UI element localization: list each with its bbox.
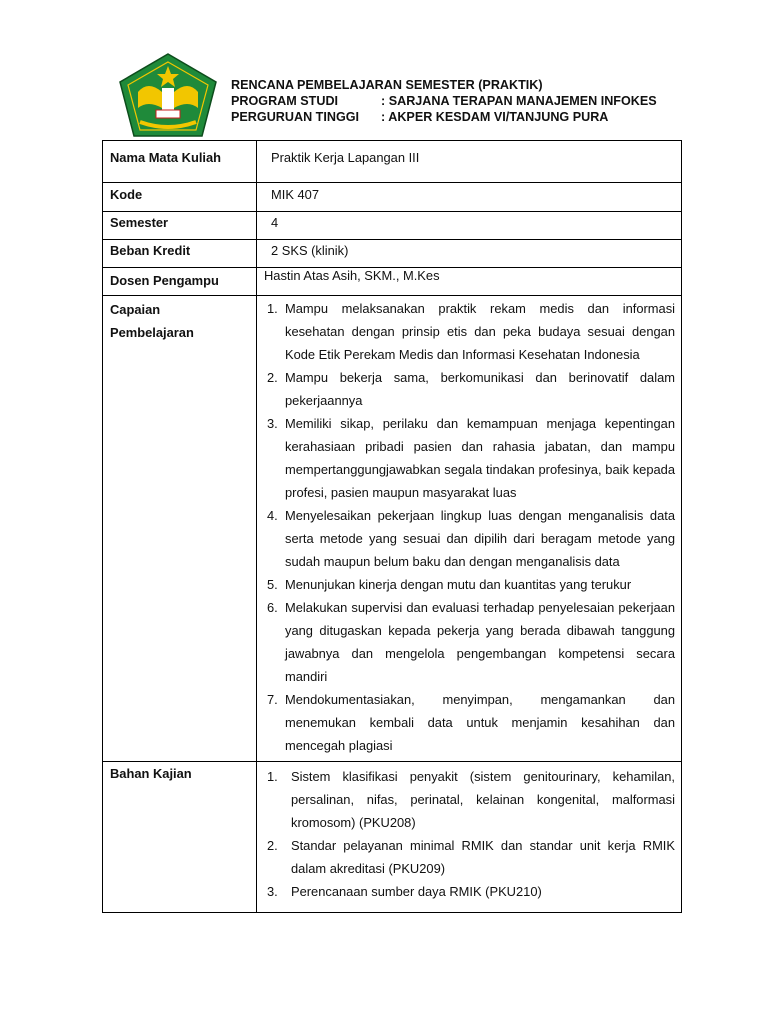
list-item-text: Melakukan supervisi dan evaluasi terhadap penyelesaian pekerjaan yang ditugaskan kepada pekerja yang berada dibawah tanggung jawabnya dan mengelola pengembangan kompetensi secara mandiri xyxy=(285,600,675,684)
learning-outcome-item xyxy=(267,573,675,596)
semester-label: Semester xyxy=(103,212,257,240)
lecturer-label: Dosen Pengampu xyxy=(103,268,257,296)
course-code-value: MIK 407 xyxy=(257,183,682,212)
header-title: RENCANA PEMBELAJARAN SEMESTER (PRAKTIK) xyxy=(231,78,543,92)
list-item-number: 1. xyxy=(267,769,278,784)
list-item-number: 2. xyxy=(267,838,278,853)
course-code-label: Kode xyxy=(103,183,257,212)
list-item-text: Mendokumentasiakan, menyimpan, mengamankan dan menemukan kembali data untuk menjamin kesahihan dan mencegah plagiasi xyxy=(285,692,675,753)
list-item-number: 1. xyxy=(267,301,278,316)
course-info-table xyxy=(102,140,682,913)
document-header xyxy=(231,77,657,125)
study-materials-label: Bahan Kajian xyxy=(103,762,257,913)
institution-emblem-logo xyxy=(118,52,218,138)
credit-label: Beban Kredit xyxy=(103,240,257,268)
table-row xyxy=(103,240,682,268)
credit-value: 2 SKS (klinik) xyxy=(257,240,682,268)
list-item-text: Menyelesaikan pekerjaan lingkup luas dengan menganalisis data serta metode yang sesuai dan dipilih dari beragam metode yang sudah maupun belum baku dan dengan menganalisis data xyxy=(285,508,675,569)
study-materials-list xyxy=(257,762,682,913)
study-material-item xyxy=(267,834,675,880)
list-item-number: 7. xyxy=(267,692,278,707)
list-item-text: Mampu bekerja sama, berkomunikasi dan berinovatif dalam pekerjaannya xyxy=(285,370,675,408)
list-item-number: 2. xyxy=(267,370,278,385)
list-item-number: 3. xyxy=(267,884,278,899)
list-item-text: Sistem klasifikasi penyakit (sistem genitourinary, kehamilan, persalinan, nifas, perinatal, kelainan kongenital, malformasi kromosom) (PKU208) xyxy=(291,769,675,830)
table-row xyxy=(103,212,682,240)
learning-outcomes-list xyxy=(257,296,682,762)
learning-outcome-item xyxy=(267,688,675,757)
learning-outcome-item xyxy=(267,297,675,366)
list-item-number: 5. xyxy=(267,577,278,592)
course-name-value: Praktik Kerja Lapangan III xyxy=(257,141,682,183)
table-row xyxy=(103,141,682,183)
table-row xyxy=(103,762,682,913)
list-item-number: 3. xyxy=(267,416,278,431)
header-perguruan-tinggi: PERGURUAN TINGGI : AKPER KESDAM VI/TANJUNG PURA xyxy=(231,110,609,124)
list-item-text: Memiliki sikap, perilaku dan kemampuan menjaga kepentingan kerahasiaan pribadi pasien dan rahasia jabatan, dan mampu mempertanggungjawabkan segala tindakan profesinya, baik kepada profesi, pasien maupun masyarakat luas xyxy=(285,416,675,500)
learning-outcomes-label: Capaian Pembelajaran xyxy=(103,296,257,762)
table-row xyxy=(103,296,682,762)
list-item-text: Perencanaan sumber daya RMIK (PKU210) xyxy=(291,884,542,899)
learning-outcome-item xyxy=(267,504,675,573)
table-row xyxy=(103,268,682,296)
lecturer-value: Hastin Atas Asih, SKM., M.Kes xyxy=(257,268,682,296)
table-row xyxy=(103,183,682,212)
list-item-text: Standar pelayanan minimal RMIK dan standar unit kerja RMIK dalam akreditasi (PKU209) xyxy=(291,838,675,876)
list-item-text: Menunjukan kinerja dengan mutu dan kuantitas yang terukur xyxy=(285,577,632,592)
study-material-item xyxy=(267,880,675,903)
learning-outcome-item xyxy=(267,596,675,688)
list-item-number: 6. xyxy=(267,600,278,615)
list-item-number: 4. xyxy=(267,508,278,523)
learning-outcome-item xyxy=(267,412,675,504)
semester-value: 4 xyxy=(257,212,682,240)
study-material-item xyxy=(267,765,675,834)
list-item-text: Mampu melaksanakan praktik rekam medis dan informasi kesehatan dengan prinsip etis dan peka budaya sesuai dengan Kode Etik Perekam Medis dan Informasi Kesehatan Indonesia xyxy=(285,301,675,362)
learning-outcome-item xyxy=(267,366,675,412)
course-name-label: Nama Mata Kuliah xyxy=(103,141,257,183)
header-program-studi: PROGRAM STUDI : SARJANA TERAPAN MANAJEMEN INFOKES xyxy=(231,94,657,108)
